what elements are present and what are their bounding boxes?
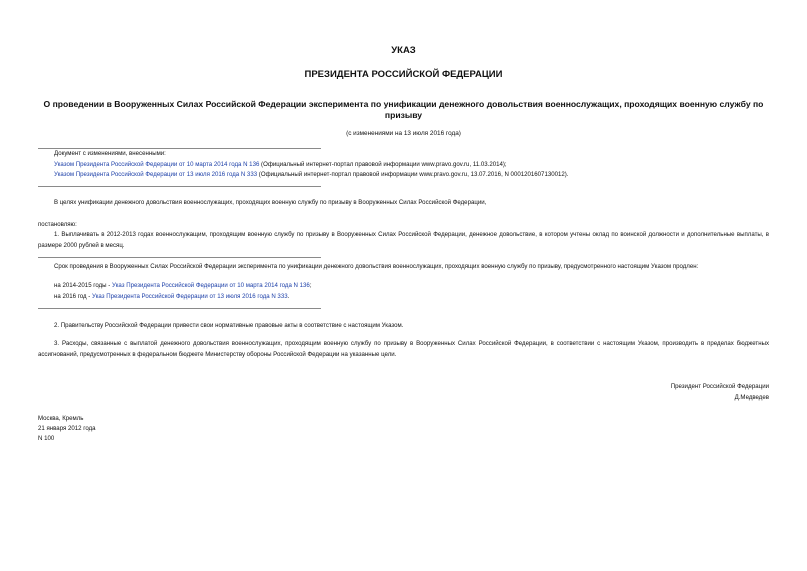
document-heading: О проведении в Вооруженных Силах Российской Федерации эксперимента по унификации денежного довольствия военнослужащих, проходящих военную службу по призыву — [43, 99, 764, 120]
signature-position: Президент Российской Федерации — [670, 383, 769, 390]
extension-item: на 2016 год - Указ Президента Российской Федерации от 13 июля 2016 года N 333. — [54, 293, 290, 300]
amendments-intro: Документ с изменениями, внесенными: — [54, 150, 166, 157]
amendment-source: (Официальный интернет-портал правовой информации www.pravo.gov.ru, 13.07.2016, N 0001201607130012). — [257, 171, 569, 178]
issuer-title: ПРЕЗИДЕНТА РОССИЙСКОЙ ФЕДЕРАЦИИ — [304, 69, 503, 80]
extension-item: на 2014-2015 годы - Указ Президента Российской Федерации от 10 марта 2014 года N 136; — [54, 282, 312, 289]
paragraph-1: 1. Выплачивать в 2012-2013 годах военнослужащим, проходящим военную службу по призыву в Вооруженных Силах Российской Федерации, денежное довольствие, в котором учтены оклад по воинской должности и дополнительные выплаты, в размере 2000 рублей в месяц. — [38, 231, 769, 249]
edition-note: (с изменениями на 13 июля 2016 года) — [346, 130, 461, 137]
divider — [38, 186, 321, 187]
amendment-item — [54, 171, 569, 179]
amendment-item — [54, 161, 507, 169]
signing-date: 21 января 2012 года — [38, 425, 96, 432]
document-number: N 100 — [38, 435, 55, 442]
extension-intro: Срок проведения в Вооруженных Силах Российской Федерации эксперимента по унификации денежного довольствия военнослужащих, проходящих военную службу по призыву, предусмотренного настоящим Указом продлен: — [54, 263, 699, 270]
amendment-link[interactable]: Указом Президента Российской Федерации от 10 марта 2014 года N 136 — [54, 161, 260, 168]
document-type-title: УКАЗ — [391, 45, 416, 56]
decree-word: постановляю: — [38, 221, 77, 228]
paragraph-2: 2. Правительству Российской Федерации привести свои нормативные правовые акты в соответствие с настоящим Указом. — [54, 322, 404, 329]
preamble: В целях унификации денежного довольствия военнослужащих, проходящих военную службу по призыву в Вооруженных Силах Российской Федерации, — [54, 199, 487, 206]
extension-period: на 2014-2015 годы - — [54, 282, 112, 289]
extension-period: на 2016 год - — [54, 293, 93, 300]
divider — [38, 308, 321, 309]
extension-link[interactable]: Указ Президента Российской Федерации от 10 марта 2014 года N 136 — [111, 282, 310, 289]
amendment-link[interactable]: Указом Президента Российской Федерации от 13 июля 2016 года N 333 — [54, 171, 258, 178]
amendment-source: (Официальный интернет-портал правовой информации www.pravo.gov.ru, 11.03.2014); — [259, 161, 507, 168]
divider — [38, 257, 321, 258]
signature-name: Д.Медведев — [734, 394, 769, 401]
extension-link[interactable]: Указ Президента Российской Федерации от 13 июля 2016 года N 333 — [92, 293, 288, 300]
divider — [38, 148, 321, 149]
signing-place: Москва, Кремль — [38, 415, 84, 422]
paragraph-3: 3. Расходы, связанные с выплатой денежного довольствия военнослужащих, проходящим военную службу по призыву в Вооруженных Силах Российской Федерации, в соответствии с настоящим Указом, производить в пределах бюджетных ассигнований, предусмотренных в федеральном бюджете Министерству обороны Российской Федерации на указанные цели. — [38, 340, 769, 358]
